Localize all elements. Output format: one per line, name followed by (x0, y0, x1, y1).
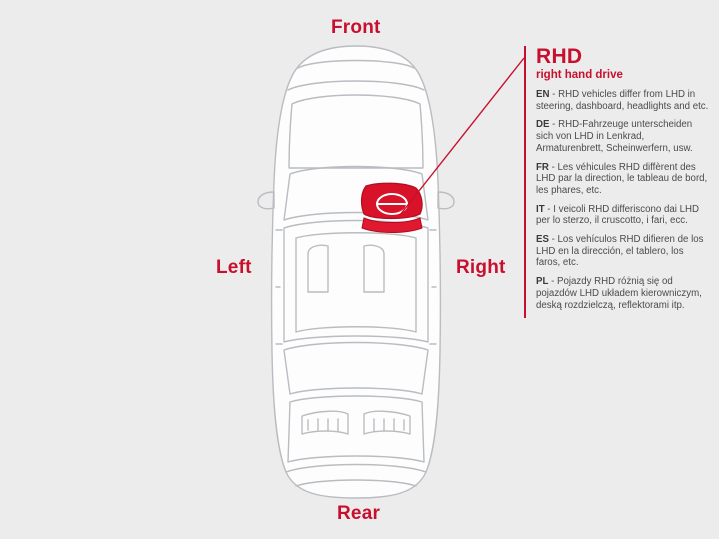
rhd-callout-panel (524, 46, 710, 318)
callout-entry-fr (536, 162, 710, 197)
lang-text-fr: - Les véhicules RHD diffèrent des LHD par la direction, le tableau de bord, les phares, etc. (536, 161, 708, 196)
lang-text-it: - I veicoli RHD differiscono dai LHD per lo sterzo, il cruscotto, i fari, ecc. (536, 203, 699, 227)
direction-label-left: Left (216, 257, 252, 278)
lang-code-es: ES (536, 234, 549, 246)
callout-entry-es (536, 234, 710, 269)
direction-label-front: Front (331, 17, 381, 38)
callout-title: RHD (536, 45, 583, 68)
lang-code-de: DE (536, 119, 550, 131)
lang-text-es: - Los vehículos RHD difieren de los LHD en la dirección, el tablero, los faros, etc. (536, 234, 704, 269)
callout-entry-it (536, 204, 710, 227)
callout-subtitle: right hand drive (536, 69, 623, 81)
lang-code-fr: FR (536, 161, 549, 173)
callout-entry-de (536, 119, 710, 154)
lang-code-en: EN (536, 89, 550, 100)
callout-entry-pl (536, 276, 710, 311)
direction-label-right: Right (456, 257, 506, 278)
callout-entry-en (536, 89, 710, 112)
rhd-highlight-region (362, 183, 423, 232)
direction-label-rear: Rear (337, 503, 381, 524)
lang-text-pl: - Pojazdy RHD różnią się od pojazdów LHD układem kierowniczym, deską rozdzielczą, reflektorami itp. (536, 276, 702, 311)
lang-text-en: - RHD vehicles differ from LHD in steering, dashboard, headlights and etc. (536, 89, 709, 112)
lang-code-pl: PL (536, 276, 549, 288)
car-top-view-illustration (246, 42, 466, 502)
lang-code-it: IT (536, 203, 545, 215)
lang-text-de: - RHD-Fahrzeuge unterscheiden sich von LHD in Lenkrad, Armaturenbrett, Scheinwerfern, usw. (536, 119, 693, 154)
